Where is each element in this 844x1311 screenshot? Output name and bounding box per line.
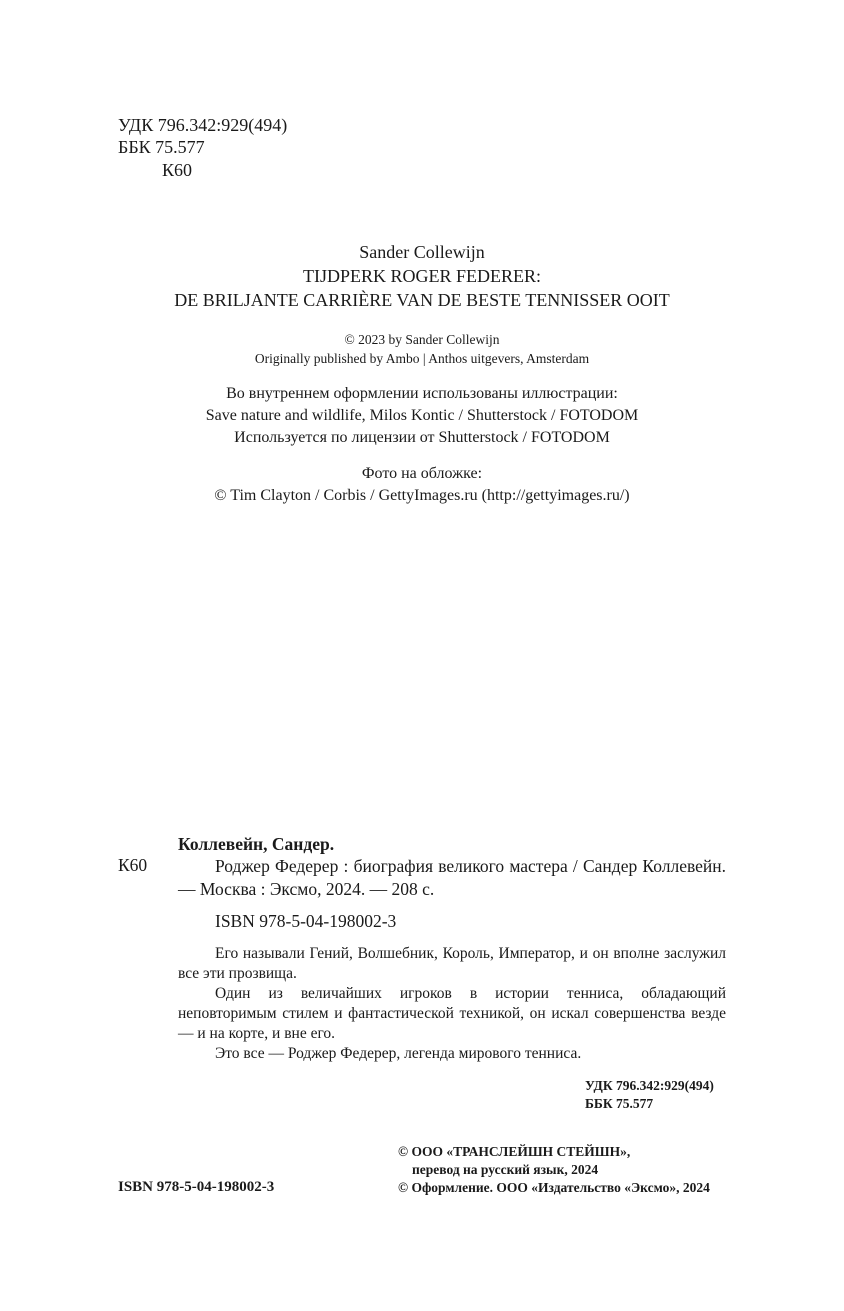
original-title-line-2: DE BRILJANTE CARRIÈRE VAN DE BESTE TENNISSER OOIT [174, 290, 670, 310]
cover-photo-label: Фото на обложке: [361, 465, 483, 482]
cover-photo-credit-block [0, 463, 844, 507]
illustrations-line-2: Save nature and wildlife, Milos Kontic / Shutterstock / FOTODOM [205, 407, 639, 424]
annotation-paragraph-2: Один из величайших игроков в истории тенниса, обладающий неповторимым стилем и фантастической техникой, он искал совершенства везде — и на корте, и вне его. [178, 985, 726, 1042]
copyright-line-2: перевод на русский язык, 2024 [412, 1162, 599, 1177]
udk-code: УДК 796.342:929(494) [118, 115, 288, 135]
original-copyright: © 2023 by Sander Collewijn [344, 332, 500, 347]
bib-isbn: ISBN 978-5-04-198002-3 [215, 911, 397, 931]
annotation-paragraph-1: Его называли Гений, Волшебник, Король, Император, и он вполне заслужил все эти прозвища. [178, 945, 726, 982]
original-title-block [0, 240, 844, 312]
copyright-notices [398, 1143, 710, 1197]
cover-photo-credit: © Tim Clayton / Corbis / GettyImages.ru (http://gettyimages.ru/) [214, 487, 630, 504]
bib-author-heading: Коллевейн, Сандер. [178, 834, 335, 854]
original-publisher: Originally published by Ambo | Anthos uitgevers, Amsterdam [254, 351, 590, 366]
bib-description [178, 855, 726, 901]
illustrations-line-3: Используется по лицензии от Shutterstock / FOTODOM [234, 429, 610, 446]
bib-description-text: Роджер Федерер : биография великого мастера / Сандер Коллевейн. — Москва : Эксмо, 2024. — 208 с. [178, 856, 726, 899]
bottom-classification [585, 1077, 714, 1113]
bottom-bbk: ББК 75.577 [585, 1096, 654, 1111]
author-mark: К60 [162, 160, 193, 180]
original-title-line-1: TIJDPERK ROGER FEDERER: [302, 266, 542, 286]
copyright-line-3: © Оформление. ООО «Издательство «Эксмо», 2024 [398, 1180, 710, 1195]
annotation-paragraph-3: Это все — Роджер Федерер, легенда мирового тенниса. [215, 1045, 582, 1062]
copyright-line-1: © ООО «ТРАНСЛЕЙШН СТЕЙШН», [398, 1144, 631, 1159]
bottom-udk: УДК 796.342:929(494) [585, 1078, 714, 1093]
bbk-code: ББК 75.577 [118, 137, 205, 157]
illustrations-credit-block [0, 383, 844, 449]
original-author: Sander Collewijn [359, 242, 485, 262]
bib-author-mark: К60 [118, 855, 148, 875]
annotation [178, 944, 726, 1064]
illustrations-line-1: Во внутреннем оформлении использованы иллюстрации: [226, 385, 618, 402]
isbn-bottom: ISBN 978-5-04-198002-3 [118, 1179, 275, 1195]
original-copyright-block [0, 330, 844, 368]
